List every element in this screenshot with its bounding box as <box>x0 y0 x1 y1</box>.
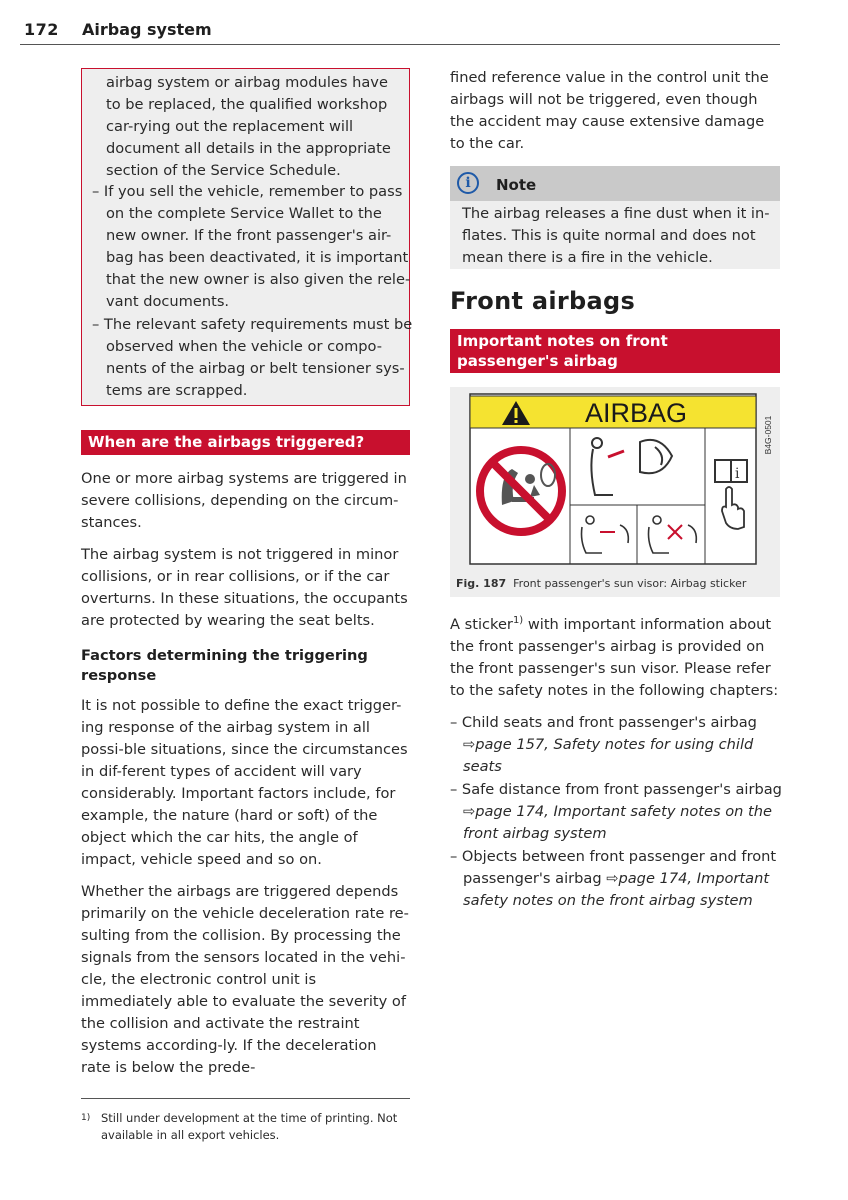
caption-text: Front passenger's sun visor: Airbag sticker <box>513 577 747 590</box>
note-title: Note <box>496 176 537 194</box>
section-title: Airbag system <box>82 20 212 39</box>
footnote-reference[interactable]: 1) <box>512 615 524 627</box>
intro-before: A sticker <box>450 616 513 633</box>
list-item <box>450 712 793 778</box>
info-icon: i <box>457 172 479 194</box>
heading-front-airbags: Front airbags <box>450 287 636 315</box>
page-reference-link[interactable]: ⇨page 157, Safety notes for using child seats <box>463 736 754 775</box>
page-number: 172 <box>24 20 59 39</box>
paragraph: The airbag system is not triggered in minor collisions, or in rear collisions, or if the car overturns. In these situations, the occupants are protected by wearing the seat belts. <box>81 546 408 629</box>
warning-continuation: airbag system or airbag modules have to be replaced, the qualified workshop car-rying out the replacement will document all details in the appropriate section of the Service Schedule. <box>106 74 391 179</box>
paragraph: Whether the airbags are triggered depends primarily on the vehicle deceleration rate re-sulting from the collision. By processing the signals from the sensors located in the vehi-cle, the electronic control unit is immediately able to evaluate the severity of the collision and activate the restraint systems according-ly. If the deceleration rate is below the prede- <box>81 883 409 1076</box>
svg-text:i: i <box>735 466 740 482</box>
warning-item: – The relevant safety requirements must be observed when the vehicle or compo-nents of the airbag or belt tensioner sys-tems are scrapped. <box>92 316 413 399</box>
no-rear-facing-child-seat-icon <box>480 450 562 532</box>
footnote-divider <box>81 1098 410 1099</box>
warning-box <box>81 68 413 406</box>
sticker-label: AIRBAG <box>584 398 688 428</box>
list-item <box>450 846 793 912</box>
figure-caption <box>456 577 746 590</box>
caption-number: Fig. 187 <box>456 577 507 590</box>
paragraph: fined reference value in the control unit the airbags will not be triggered, even though the accident may cause extensive damage to the car. <box>450 69 769 152</box>
heading-important-notes: Important notes on front passenger's airbag <box>450 329 780 373</box>
heading-when-triggered: When are the airbags triggered? <box>81 430 410 455</box>
paragraph: It is not possible to define the exact trigger-ing response of the airbag system in all possi-ble situations, since the circumstances in dif-ferent types of accident will vary considerably. Important factors include, for example, the nature (hard or soft) of the object which the car hits, the angle of impact, vehicle speed and so on. <box>81 697 408 868</box>
airbag-sticker-image <box>450 387 780 572</box>
note-text: The airbag releases a fine dust when it in-flates. This is quite normal and does not mean there is a fire in the vehicle. <box>462 205 770 266</box>
header-divider <box>20 44 780 45</box>
figure-airbag-sticker <box>450 387 780 597</box>
paragraph: One or more airbag systems are triggered in severe collisions, depending on the circum-stances. <box>81 470 407 531</box>
page-reference-link[interactable]: ⇨page 174, Important safety notes on the front airbag system <box>463 803 772 842</box>
note-header <box>450 166 780 201</box>
intro-after: with important information about the front passenger's airbag is provided on the front passenger's sun visor. Please refer to the safety notes in the following chapters: <box>450 616 779 699</box>
intro-paragraph <box>450 614 780 702</box>
note-box <box>450 166 780 269</box>
list-item <box>450 779 793 845</box>
subheading-factors: Factors determining the triggering response <box>81 647 368 684</box>
list-item-text: – Safe distance from front passenger's airbag <box>450 781 782 798</box>
page-reference-link[interactable]: ⇨page 174, Important safety notes on the front airbag system <box>463 870 770 909</box>
footnote-text: Still under development at the time of printing. Not available in all export vehicles. <box>101 1111 398 1142</box>
footnote-mark: 1) <box>81 1113 91 1123</box>
list-item-text: – Objects between front passenger and front passenger's airbag <box>450 848 777 887</box>
list-item-text: – Child seats and front passenger's airbag <box>450 714 757 731</box>
warning-item: – If you sell the vehicle, remember to pass on the complete Service Wallet to the new owner. If the front passenger's air-bag has been deactivated, it is important that the new owner is also given the rele-vant documents. <box>92 183 411 310</box>
figure-code: B4G-0501 <box>763 415 773 455</box>
